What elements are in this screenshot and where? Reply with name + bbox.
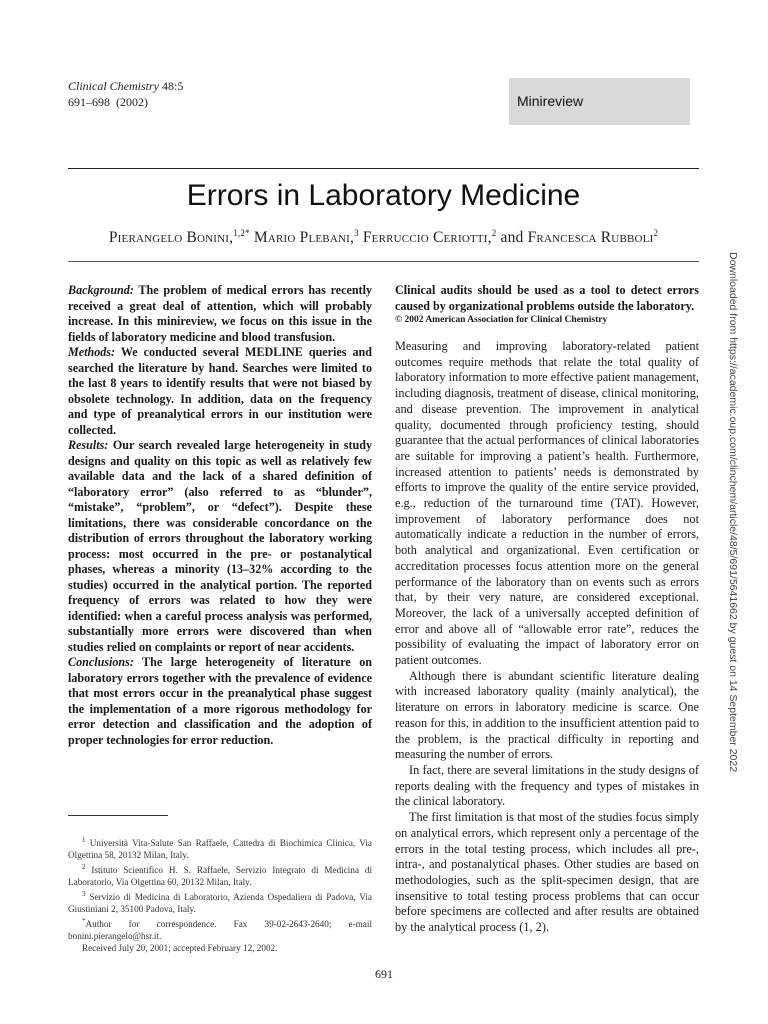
journal-pages: 691–698 [68,95,110,109]
journal-year: (2002) [116,95,148,109]
author-affiliation: 1,2* [233,228,250,238]
section-label: Minireview [517,93,584,109]
abstract-label: Background: [68,283,134,297]
journal-volume: 48:5 [162,79,184,93]
abstract-label: Methods: [68,345,116,359]
footnote-rule [68,815,168,816]
footnote: $^3$ Servizio di Medicina di Laboratorio, Azienda Ospedaliera di Padova, Via Giustiniani 2, 35100 Padova, Italy. [68,890,373,915]
article-body [395,339,699,936]
copyright-notice: © 2002 American Association for Clinical Chemistry [395,315,608,325]
author-list [68,228,699,247]
journal-name: Clinical Chemistry [68,79,159,93]
section-label-box [509,78,690,125]
download-watermark [729,252,749,812]
abstract-text: The problem of medical errors has recently received a great deal of attention, which will probably increase. In this minireview, we focus on this issue in the fields of laboratory medicine and blood transfusion. [68,283,372,344]
body-paragraph: The first limitation is that most of the studies focus simply on analytical errors, which represent only a percentage of the errors in the total testing process, which includes all pre-, intra-, and postanalytical phases. Other studies are based on methodologies, such as the split-specimen design, that are insensitive to total testing process problems that can occur before specimens are collected and after results are obtained by the analytical process (1, 2). [395,810,699,935]
abstract-label: Conclusions: [68,655,134,669]
body-paragraph: Measuring and improving laboratory-related patient outcomes require methods that relate the total quality of laboratory information to more effective patient management, including diagnosis, treatment of disease, clinical monitoring, and disease prevention. The improvement in analytical quality, documented through proficiency testing, should guarantee that the actual performances of clinical laboratories are suitable for improving a patient’s health. Furthermore, increased attention to patients’ needs is demonstrated by efforts to improve the quality of the entire service provided, e.g., reduction of the turnaround time (TAT). However, improvement of laboratory performance does not automatically indicate a reduction in the number of errors, both analytical and organizational. Even certification or accreditation processes focus attention more on the general performance of the laboratory than on events such as errors that, by their very nature, are considered exceptional. Moreover, the lack of a universally accepted definition of error and above all of “allowable error rate”, reduces the possibility of evaluating the impact of laboratory error on patient outcomes. [395,339,700,668]
abstract-text: We conducted several MEDLINE queries and searched the literature by hand. Searches were limited to the last 8 years to identify results that were not biased by obsolete technology. In addition, data on the frequency and type of preanalytical errors in our institution were collected. [68,345,372,437]
footnotes [68,834,372,954]
title-rule [68,261,699,262]
footnote: $^2$ Istituto Scientifico H. S. Raffaele, Servizio Integrato di Medicina di Laboratorio, Via Olgettina 60, 20132 Milan, Italy. [68,863,373,888]
abstract-text: Our search revealed large heterogeneity in study designs and quality on this topic as well as relatively few available data and the lack of a shared definition of “laboratory error” (also referred to as “blunder”, “mistake”, “problem”, or “defect”). Despite these limitations, there was considerable concordance on the distribution of errors throughout the laboratory working process: most occurred in the pre- or postanalytical phases, whereas a minority (13–32% according to the studies) occurred in the analytical portion. The reported frequency of errors was related to how they were identified: when a careful process analysis was performed, substantially more errors were discovered than when studies relied on complaints or report of near accidents. [68,438,372,654]
author-name: Mario Plebani, [253,229,355,247]
abstract-results [68,438,372,655]
received-dates: Received July 20, 2001; accepted February 12, 2002. [82,943,278,954]
author-name: Pierangelo Bonini, [108,229,234,247]
page-number: 691 [375,967,393,981]
body-paragraph: In fact, there are several limitations in the study designs of reports dealing with the frequency and types of mistakes in the clinical laboratory. [395,762,699,809]
abstract-conclusions [68,655,372,748]
journal-citation [68,78,183,110]
right-column [395,283,699,936]
abstract-text: The large heterogeneity of literature on laboratory errors together with the prevalence of evidence that most errors occur in the preanalytical phase suggest the implementation of a more rigorous methodology for error detection and classification and the adoption of proper technologies for error reduction. [68,655,372,747]
footnote: $^1$ Università Vita-Salute San Raffaele, Cattedra di Biochimica Clinica, Via Olgettina 58, 20132 Milan, Italy. [68,836,372,861]
abstract-left-column [68,283,372,748]
download-note: Downloaded from https://academic.oup.com/clinchem/article/48/5/691/5641662 by guest on 14 September 2022 [727,252,739,773]
abstract-background [68,283,372,345]
footnote: *Author for correspondence. Fax 39-02-2643-2640; e-mail bonini.pierangelo@hsr.it. [68,917,372,942]
author-affiliation: 2 [653,228,659,238]
author-conjunction: and [500,229,524,247]
author-affiliation: 2 [491,228,497,238]
abstract-conclusions-continued: Clinical audits should be used as a tool to detect errors caused by organizational problems outside the laboratory. [395,283,699,313]
abstract-label: Results: [68,438,109,452]
body-paragraph: Although there is abundant scientific literature dealing with increased laboratory quality (mainly analytical), the literature on errors in laboratory medicine is scarce. One reason for this, in addition to the insufficient attention paid to the problem, is the practical difficulty in reporting and measuring the number of errors. [395,668,699,762]
article-title: Errors in Laboratory Medicine [186,179,581,212]
abstract-methods [68,345,372,438]
author-name: Ferruccio Ceriotti, [362,229,492,247]
author-affiliation: 3 [354,228,359,238]
author-name: Francesca Rubboli [527,229,654,247]
header-rule [68,168,699,169]
